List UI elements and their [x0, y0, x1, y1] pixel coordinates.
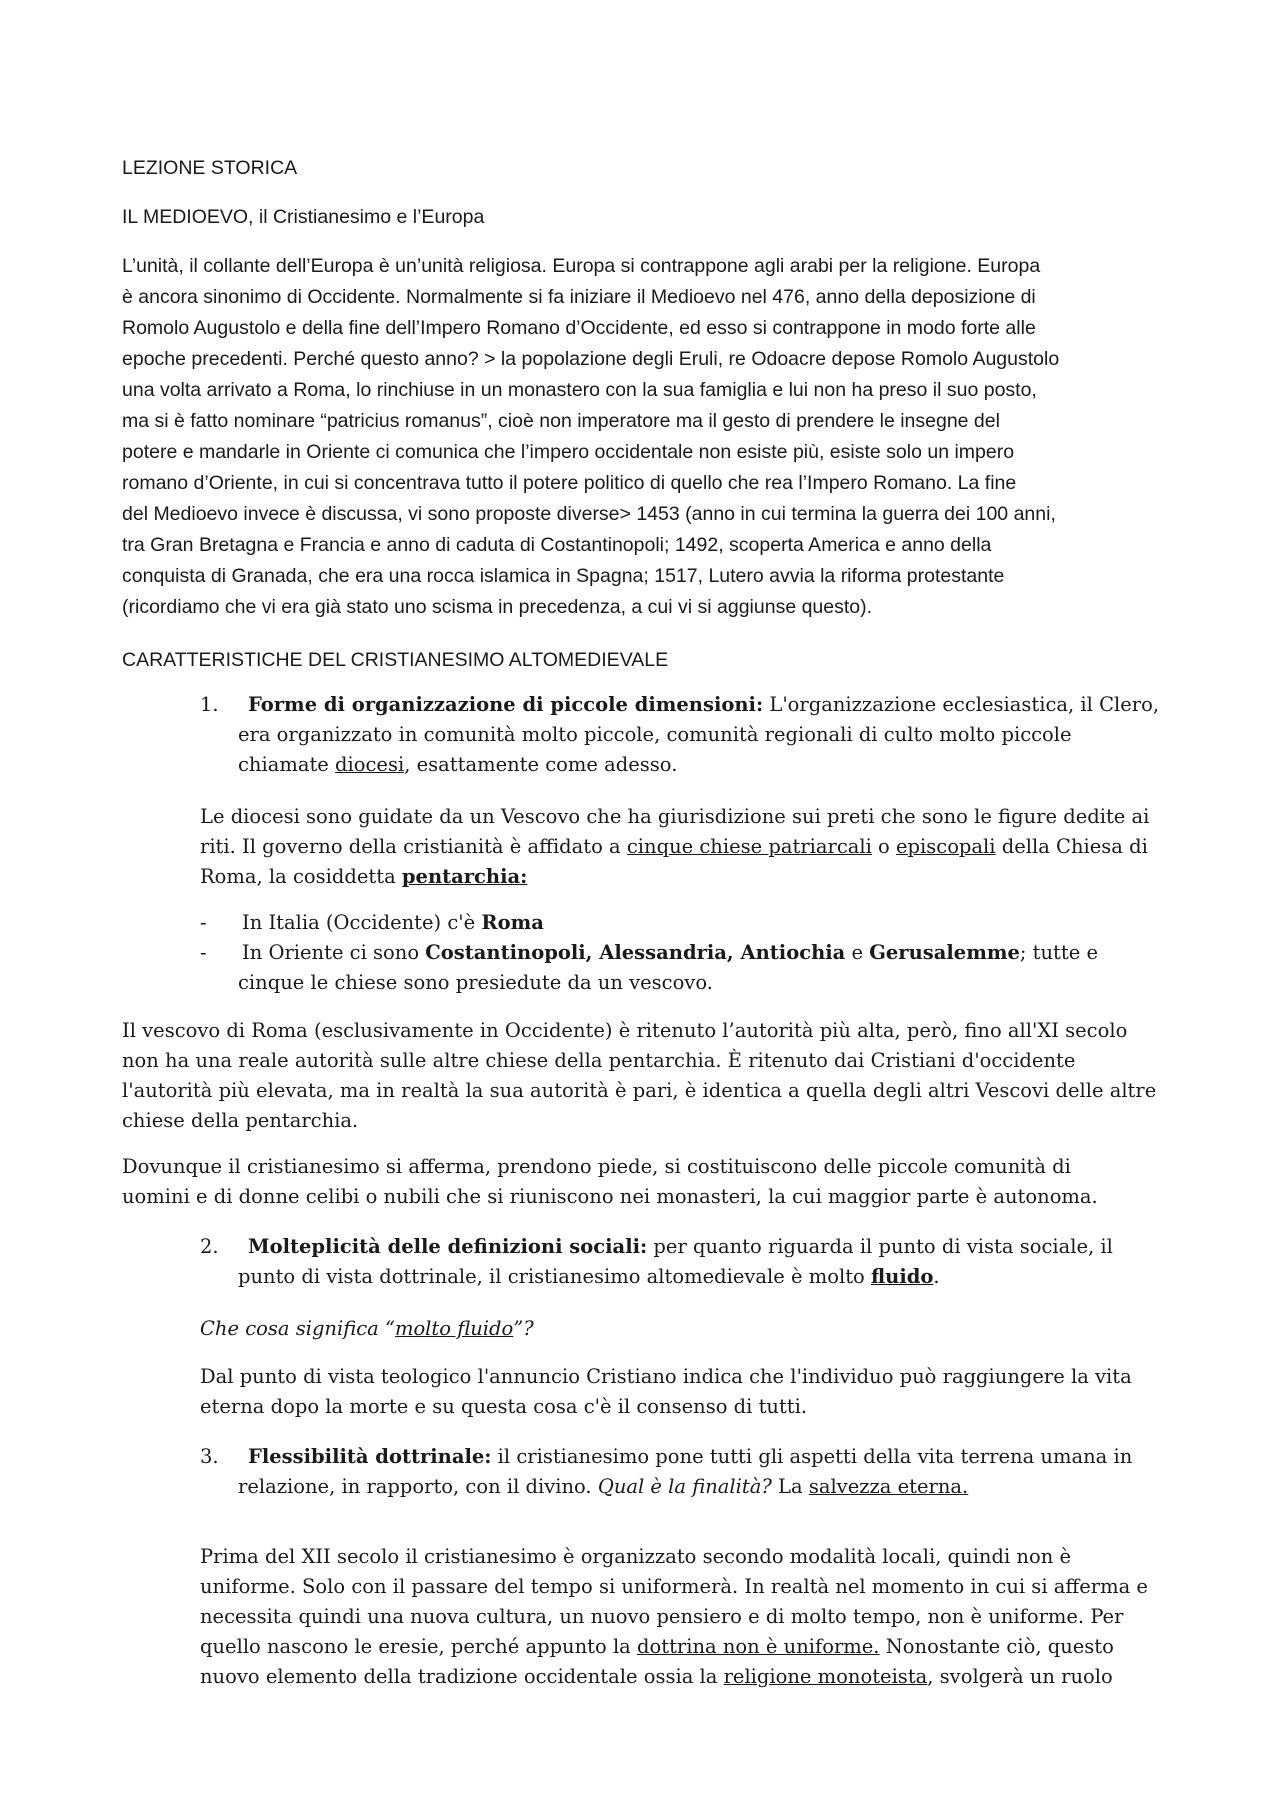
item1-text: L'organizzazione ecclesiastica, il Clero,: [763, 693, 1160, 716]
item1-title: Forme di organizzazione di piccole dimensioni:: [248, 693, 764, 716]
list-item-3: [200, 1442, 1180, 1502]
bullet2-and: e: [845, 941, 870, 964]
final-line1: Prima del XII secolo il cristianesimo è organizzato secondo modalità locali, quindi non è: [200, 1545, 1072, 1568]
list-number: 3.: [200, 1445, 219, 1468]
item2-text: per quanto riguarda il punto di vista sociale, il: [647, 1235, 1113, 1258]
chiese-patriarcali-term: cinque chiese patriarcali: [626, 835, 872, 858]
section-title-text: CARATTERISTICHE DEL CRISTIANESIMO ALTOMEDIEVALE: [122, 649, 669, 671]
item1-line3-end: , esattamente come adesso.: [404, 753, 678, 776]
item3-title: Flessibilità dottrinale:: [248, 1445, 492, 1468]
intro-paragraph: [122, 251, 1059, 623]
final-line3: necessita quindi una nuova cultura, un nuovo pensiero e di molto tempo, non è uniforme. Per: [200, 1605, 1124, 1628]
bullet-item-roma: [200, 908, 1180, 938]
item3-text: il cristianesimo pone tutti gli aspetti della vita terrena umana in: [491, 1445, 1133, 1468]
dovunque-line: uomini e di donne celibi o nubili che si riuniscono nei monasteri, la cui maggior parte è autonoma.: [122, 1185, 1098, 1208]
salvezza-term: salvezza eterna.: [808, 1475, 969, 1498]
religione-monoteista-term: religione monoteista: [723, 1665, 928, 1688]
question-start: Che cosa significa “: [200, 1317, 395, 1340]
fluido-term: fluido: [870, 1265, 934, 1288]
vescovo-line: Il vescovo di Roma (esclusivamente in Occidente) è ritenuto l’autorità più alta, però, fino all'XI secolo: [122, 1019, 1128, 1042]
bullet1-text: In Italia (Occidente) c'è: [242, 911, 482, 934]
eastern-sees-term: Costantinopoli, Alessandria, Antiochia: [425, 941, 846, 964]
intro-line: ma si è fatto nominare “patricius romanus”, cioè non imperatore ma il gesto di prendere le insegne del: [122, 410, 1000, 432]
intro-line: L’unità, il collante dell’Europa è un’unità religiosa. Europa si contrappone agli arabi per la religione. Europa: [122, 255, 1041, 277]
pentarchia-term: pentarchia:: [401, 865, 528, 888]
diocesi-line2: riti. Il governo della cristianità è affidato a: [200, 835, 627, 858]
gerusalemme-term: Gerusalemme: [869, 941, 1020, 964]
item2-title: Molteplicità delle definizioni sociali:: [248, 1235, 648, 1258]
item2-line2-end: .: [933, 1265, 940, 1288]
diocesi-paragraph: [200, 802, 1180, 892]
diocesi-term: diocesi: [335, 753, 405, 776]
section-title: [122, 645, 668, 676]
intro-line: epoche precedenti. Perché questo anno? > la popolazione degli Eruli, re Odoacre depose Romolo Augustolo: [122, 348, 1060, 370]
heading-lezione: [122, 153, 297, 184]
item3-line2: relazione, in rapporto, con il divino.: [238, 1475, 598, 1498]
final-line5: nuovo elemento della tradizione occidentale ossia la: [200, 1665, 724, 1688]
intro-line: una volta arrivato a Roma, lo rinchiuse in un monastero con la sua famiglia e lui non ha preso il suo posto,: [122, 379, 1037, 401]
dovunque-line: Dovunque il cristianesimo si afferma, prendono piede, si costituiscono delle piccole comunità di: [122, 1155, 1071, 1178]
finalita-question: Qual è la finalità?: [597, 1475, 772, 1498]
heading-medioevo: [122, 202, 484, 233]
bullet2-text: In Oriente ci sono: [242, 941, 426, 964]
item1-line2: era organizzato in comunità molto piccole, comunità regionali di culto molto piccole: [238, 723, 1072, 746]
list-number: 1.: [200, 693, 219, 716]
question-end: ”?: [513, 1317, 534, 1340]
list-item-2: [200, 1232, 1180, 1292]
teologico-line: Dal punto di vista teologico l'annuncio Cristiano indica che l'individuo può raggiungere la vita: [200, 1365, 1132, 1388]
heading-1: LEZIONE STORICA: [122, 157, 298, 179]
bullet-list: [200, 908, 1180, 998]
final-line2: uniforme. Solo con il passare del tempo si uniformerà. In realtà nel momento in cui si afferma e: [200, 1575, 1148, 1598]
intro-line: potere e mandarle in Oriente ci comunica che l’impero occidentale non esiste più, esiste solo un impero: [122, 441, 1015, 463]
dottrina-term: dottrina non è uniforme.: [637, 1635, 880, 1658]
heading-2: IL MEDIOEVO, il Cristianesimo e l’Europa: [122, 206, 485, 228]
bullet-dash: -: [200, 941, 207, 964]
final-paragraph: [200, 1542, 1180, 1692]
diocesi-line1: Le diocesi sono guidate da un Vescovo che ha giurisdizione sui preti che sono le figure dedite ai: [200, 805, 1150, 828]
intro-line: (ricordiamo che vi era già stato uno scisma in precedenza, a cui vi si aggiunse questo).: [122, 596, 873, 618]
item3-line2-mid: La: [771, 1475, 809, 1498]
intro-line: Romolo Augustolo e della fine dell’Impero Romano d’Occidente, ed esso si contrappone in modo forte alle: [122, 317, 1036, 339]
intro-line: romano d’Oriente, in cui si concentrava tutto il potere politico di quello che rea l’Impero Romano. La fine: [122, 472, 1017, 494]
item2-line2: punto di vista dottrinale, il cristianesimo altomedievale è molto: [238, 1265, 871, 1288]
teologico-paragraph: [200, 1362, 1180, 1422]
vescovo-paragraph: [122, 1016, 1182, 1136]
item1-line3: chiamate: [238, 753, 336, 776]
diocesi-line2-mid: o: [871, 835, 896, 858]
intro-line: tra Gran Bretagna e Francia e anno di caduta di Costantinopoli; 1492, scoperta America e anno della: [122, 534, 992, 556]
teologico-line: eterna dopo la morte e su questa cosa c'è il consenso di tutti.: [200, 1395, 808, 1418]
intro-line: conquista di Granada, che era una rocca islamica in Spagna; 1517, Lutero avvia la riforma protestante: [122, 565, 1005, 587]
vescovo-line: non ha una reale autorità sulle altre chiese della pentarchia. È ritenuto dai Cristiani d'occidente: [122, 1049, 1076, 1072]
intro-line: del Medioevo invece è discussa, vi sono proposte diverse> 1453 (anno in cui termina la guerra dei 100 anni,: [122, 503, 1056, 525]
final-line4: quello nascono le eresie, perché appunto la: [200, 1635, 638, 1658]
question-line: [200, 1314, 534, 1344]
bullet2-line2: cinque le chiese sono presiedute da un vescovo.: [238, 971, 713, 994]
list-item-1: [200, 690, 1180, 780]
intro-line: è ancora sinonimo di Occidente. Normalmente si fa iniziare il Medioevo nel 476, anno della deposizione di: [122, 286, 1036, 308]
diocesi-line2-end: della Chiesa di: [995, 835, 1148, 858]
final-line5-end: , svolgerà un ruolo: [927, 1665, 1113, 1688]
molto-fluido-term: molto fluido: [394, 1317, 514, 1340]
diocesi-line3: Roma, la cosiddetta: [200, 865, 402, 888]
vescovo-line: l'autorità più elevata, ma in realtà la sua autorità è pari, è identica a quella degli altri Vescovi delle altre: [122, 1079, 1157, 1102]
episcopali-term: episcopali: [896, 835, 996, 858]
roma-term: Roma: [481, 911, 544, 934]
final-line4-end: Nonostante ciò, questo: [879, 1635, 1114, 1658]
dovunque-paragraph: [122, 1152, 1182, 1212]
vescovo-line: chiese della pentarchia.: [122, 1109, 359, 1132]
list-number: 2.: [200, 1235, 219, 1258]
bullet-dash: -: [200, 911, 207, 934]
bullet2-end: ; tutte e: [1019, 941, 1098, 964]
bullet-item-oriente: [200, 938, 1180, 968]
